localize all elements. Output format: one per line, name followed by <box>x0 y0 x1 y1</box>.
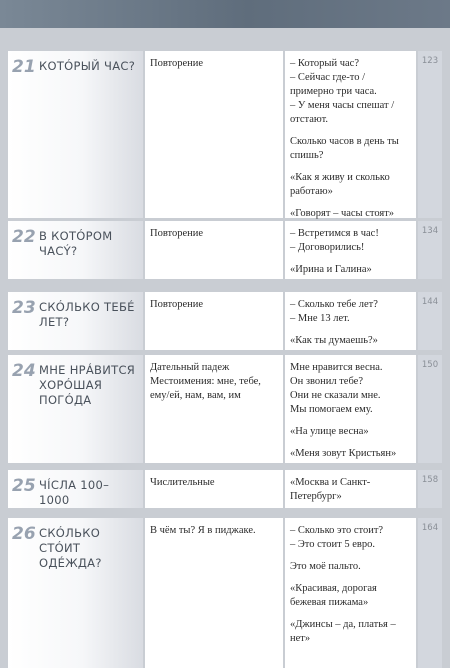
grammar-cell <box>145 518 283 668</box>
table-row <box>8 355 442 463</box>
grammar-cell <box>145 292 283 350</box>
topic-cell <box>8 470 143 508</box>
texts-cell <box>285 221 416 279</box>
lesson-number: 21 <box>12 57 36 77</box>
text-line: «Как я живу и сколько работаю» <box>290 172 390 197</box>
text-line: Это моё пальто. <box>290 561 361 572</box>
lesson-number: 24 <box>12 361 36 381</box>
text-line: «На улице весна» <box>290 426 369 437</box>
text-line: Мы помогаем ему. <box>290 404 373 415</box>
page-number: 144 <box>418 292 442 350</box>
text-line: – Сколько тебе лет? <box>290 299 378 310</box>
table-row <box>8 51 442 218</box>
text-line: – Встретимся в час! <box>290 228 379 239</box>
top-band <box>0 0 450 28</box>
grammar-cell <box>145 51 283 218</box>
page-number: 150 <box>418 355 442 463</box>
texts-cell <box>285 518 416 668</box>
spacer <box>290 439 410 447</box>
text-line: Сколько часов в день ты спишь? <box>290 136 399 161</box>
topic-cell <box>8 355 143 463</box>
text-line: «Меня зовут Кристьян» <box>290 448 397 459</box>
lesson-number: 26 <box>12 524 36 544</box>
grammar-cell <box>145 470 283 508</box>
spacer <box>290 199 410 207</box>
text-line: – Это стоит 5 евро. <box>290 539 375 550</box>
spacer <box>290 610 410 618</box>
page-number: 123 <box>418 51 442 218</box>
grammar-line: Повторение <box>150 228 204 239</box>
texts-cell <box>285 470 416 508</box>
grammar-line: Дательный падеж <box>150 362 230 373</box>
spacer <box>290 163 410 171</box>
spacer <box>290 417 410 425</box>
text-line: – Договорились! <box>290 242 365 253</box>
text-line: Они не сказали мне. <box>290 390 381 401</box>
texts-cell <box>285 355 416 463</box>
spacer <box>290 552 410 560</box>
text-line: – Который час? <box>290 58 359 69</box>
text-line: Мне нравится весна. <box>290 362 383 373</box>
texts-cell <box>285 51 416 218</box>
lesson-number: 25 <box>12 476 36 496</box>
texts-cell <box>285 292 416 350</box>
grammar-cell <box>145 221 283 279</box>
page-number: 134 <box>418 221 442 279</box>
grammar-line: Повторение <box>150 299 204 310</box>
text-line: – Сколько это стоит? <box>290 525 384 536</box>
lesson-title: СКÓЛЬКО ТЕБÉ ЛЕТ? <box>39 300 135 329</box>
text-line: – У меня часы спешат / отстают. <box>290 100 395 125</box>
spacer <box>290 574 410 582</box>
page-number: 158 <box>418 470 442 508</box>
lesson-title: МНЕ НРÁВИТСЯ ХОРÓШАЯ ПОГÓДА <box>39 363 136 407</box>
topic-cell <box>8 292 143 350</box>
text-line: «Джинсы – да, платья – нет» <box>290 619 396 644</box>
grammar-line: Местоимения: мне, тебе, ему/ей, нам, вам, им <box>150 376 261 401</box>
text-line: «Говорят – часы стоят» <box>290 208 395 219</box>
text-line: – Мне 13 лет. <box>290 313 350 324</box>
spacer <box>290 326 410 334</box>
lesson-title: В КОТÓРОМ ЧАСÝ? <box>39 229 113 258</box>
page-number: 164 <box>418 518 442 668</box>
table-row <box>8 470 442 508</box>
grammar-cell <box>145 355 283 463</box>
text-line: «Как ты думаешь?» <box>290 335 378 346</box>
text-line: – Сейчас где-то / примерно три часа. <box>290 72 377 97</box>
lesson-number: 23 <box>12 298 36 318</box>
table-row <box>8 221 442 279</box>
text-line: Он звонил тебе? <box>290 376 363 387</box>
topic-cell <box>8 51 143 218</box>
lesson-title: СКÓЛЬКО СТÓИТ ОДÉЖДА? <box>39 526 102 570</box>
spacer <box>290 255 410 263</box>
topic-cell <box>8 518 143 668</box>
text-line: «Красивая, дорогая бежевая пижама» <box>290 583 377 608</box>
topic-cell <box>8 221 143 279</box>
lesson-number: 22 <box>12 227 36 247</box>
spacer <box>290 127 410 135</box>
lesson-title: КОТÓРЫЙ ЧАС? <box>39 59 136 73</box>
contents-table <box>0 28 450 668</box>
table-row <box>8 518 442 668</box>
text-line: «Ирина и Галина» <box>290 264 372 275</box>
grammar-line: Числительные <box>150 477 215 488</box>
lesson-title: ЧÍСЛА 100–1000 <box>39 478 110 507</box>
text-line: «Москва и Санкт-Петербург» <box>290 477 371 502</box>
grammar-line: В чём ты? Я в пиджаке. <box>150 525 256 536</box>
grammar-line: Повторение <box>150 58 204 69</box>
table-row <box>8 292 442 350</box>
